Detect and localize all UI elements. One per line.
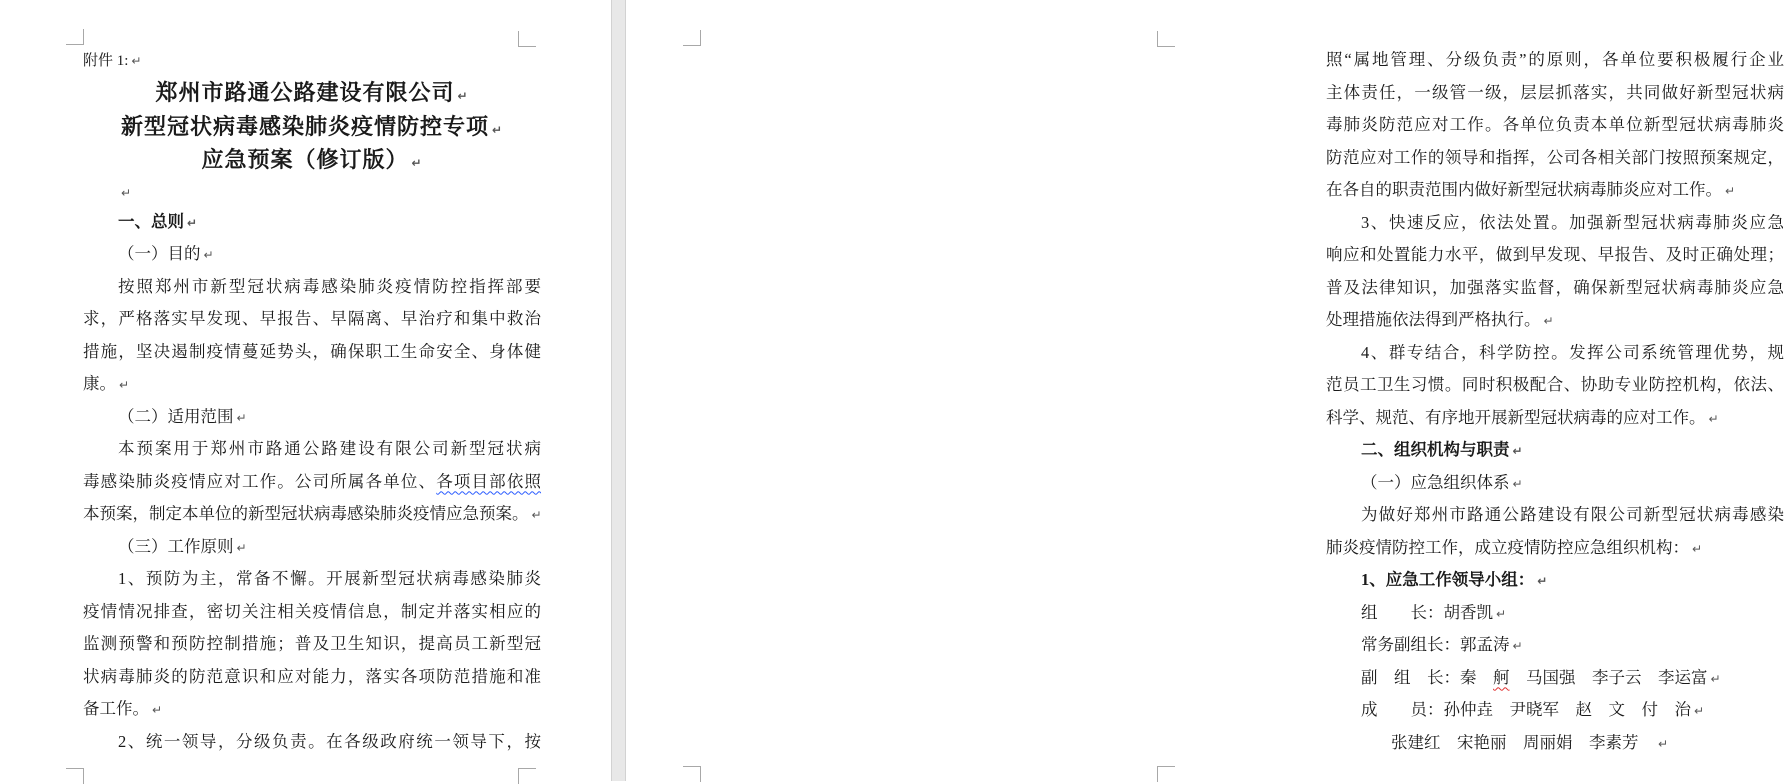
text-run[interactable]: 普及法律知识，加强落实监督，确保新型冠状病毒肺炎应急	[1326, 277, 1784, 297]
paragraph-mark-icon: ↵	[203, 248, 214, 262]
margin-crop-mark	[683, 766, 701, 782]
document-line[interactable]	[83, 401, 541, 434]
paragraph-mark-icon: ↵	[1512, 444, 1523, 458]
text-run[interactable]: 常务副组长：郭孟涛	[1361, 635, 1510, 654]
text-run[interactable]: 防范应对工作的领导和指挥，公司各相关部门按照预案规定，	[1326, 147, 1784, 167]
text-run[interactable]: 一、总则	[118, 211, 184, 231]
text-run[interactable]: 二、组织机构与职责	[1361, 440, 1510, 459]
text-run[interactable]: 康。	[83, 374, 116, 393]
text-run[interactable]: 处理措施依法得到严格执行。	[1326, 310, 1541, 329]
document-line[interactable]	[83, 238, 541, 271]
text-run[interactable]: 主体责任，一级管一级，层层抓落实，共同做好新型冠状病	[1326, 82, 1784, 102]
document-line[interactable]	[83, 143, 541, 177]
page-2-text-area[interactable]	[1326, 44, 1784, 759]
text-run[interactable]: 郑州市路通公路建设有限公司	[155, 80, 455, 105]
paragraph-mark-icon: ↵	[1496, 606, 1507, 621]
document-line[interactable]	[83, 531, 541, 564]
page-divider	[611, 0, 626, 781]
text-run[interactable]: 状病毒肺炎的防范意识和应对能力，落实各项防范措施和准	[83, 666, 541, 686]
document-line[interactable]	[83, 271, 541, 304]
document-line[interactable]	[1326, 629, 1784, 662]
paragraph-mark-icon: ↵	[1543, 314, 1554, 328]
text-run[interactable]: 成 员：孙仲垚 尹晓军 赵 文 付 治	[1361, 700, 1691, 719]
text-run[interactable]: 本预案用于郑州市路通公路建设有限公司新型冠状病	[118, 439, 541, 458]
margin-crop-mark	[66, 29, 84, 45]
text-run[interactable]: 监测预警和预防控制措施；普及卫生知识，提高员工新型冠	[83, 634, 541, 653]
margin-crop-mark	[518, 768, 536, 784]
text-run[interactable]: 措施，坚决遏制疫情蔓延势头，确保职工生命安全、身体健	[83, 341, 541, 361]
text-run[interactable]: 毒感染肺炎疫情应对工作。公司所属各单位、	[83, 471, 437, 491]
document-line[interactable]	[1326, 174, 1784, 207]
paragraph-mark-icon: ↵	[131, 54, 142, 68]
text-run[interactable]: 范员工卫生习惯。同时积极配合、协助专业防控机构，依法、	[1326, 375, 1784, 394]
text-run[interactable]: 组 长：胡香凯	[1361, 602, 1493, 622]
text-run[interactable]: 照“属地管理、分级负责”的原则，各单位要积极履行企业	[1326, 50, 1784, 69]
document-line[interactable]	[1326, 402, 1784, 435]
document-line[interactable]	[83, 177, 541, 206]
paragraph-mark-icon: ↵	[457, 89, 469, 103]
document-line[interactable]	[83, 368, 541, 401]
document-line[interactable]	[1326, 142, 1784, 175]
text-run[interactable]: 4、群专结合，科学防控。发挥公司系统管理优势，规	[1361, 342, 1784, 362]
document-line[interactable]	[83, 596, 541, 629]
text-run[interactable]: 马国强 李子云 李运富	[1509, 667, 1708, 687]
document-page-2[interactable]	[626, 0, 1784, 781]
text-run[interactable]: 科学、规范、有序地开展新型冠状病毒的应对工作。	[1326, 407, 1706, 427]
text-run[interactable]: 求，严格落实早发现、早报告、早隔离、早治疗和集中救治	[83, 309, 541, 328]
text-run[interactable]: 1、预防为主，常备不懈。开展新型冠状病毒感染肺炎	[118, 569, 541, 588]
document-line[interactable]	[1326, 304, 1784, 337]
document-line[interactable]	[83, 498, 541, 531]
paragraph-mark-icon: ↵	[1537, 574, 1548, 588]
paragraph-mark-icon: ↵	[1710, 671, 1721, 686]
spellcheck-underline-red[interactable]: 舸	[1493, 667, 1510, 687]
document-line[interactable]	[1326, 727, 1784, 760]
text-run[interactable]: 应急预案（修订版）	[201, 147, 409, 172]
document-line[interactable]	[1326, 369, 1784, 402]
text-run[interactable]: 响应和处置能力水平，做到早发现、早报告、及时正确处理；	[1326, 245, 1784, 264]
document-line[interactable]	[1326, 239, 1784, 272]
document-line[interactable]	[1326, 109, 1784, 142]
margin-crop-mark	[1157, 31, 1175, 47]
document-line[interactable]	[83, 76, 541, 110]
page-1-text-area[interactable]	[83, 46, 541, 758]
text-run[interactable]: 新型冠状病毒感染肺炎疫情防控专项	[120, 113, 489, 139]
text-run[interactable]: （一）目的	[118, 244, 201, 263]
text-run[interactable]: 肺炎疫情防控工作，成立疫情防控应急组织机构：	[1326, 537, 1689, 557]
text-run[interactable]: 疫情情况排查，密切关注相关疫情信息，制定并落实相应的	[83, 601, 541, 621]
document-line[interactable]	[1326, 532, 1784, 565]
paragraph-mark-icon: ↵	[491, 122, 504, 137]
text-run[interactable]: （一）应急组织体系	[1361, 472, 1510, 492]
document-line[interactable]	[1326, 44, 1784, 77]
document-line[interactable]	[83, 628, 541, 661]
document-line[interactable]	[83, 563, 541, 596]
text-run[interactable]: 副 组 长：秦	[1361, 667, 1493, 687]
text-run[interactable]: 附件 1:	[83, 53, 129, 69]
paragraph-mark-icon: ↵	[187, 215, 198, 230]
paragraph-mark-icon: ↵	[1512, 476, 1523, 491]
paragraph-mark-icon: ↵	[236, 540, 247, 555]
document-line[interactable]	[83, 693, 541, 726]
text-run[interactable]: 本预案，制定本单位的新型冠状病毒感染肺炎疫情应急预案。	[83, 504, 529, 523]
document-page-1[interactable]	[0, 0, 611, 781]
paragraph-mark-icon: ↵	[1694, 704, 1705, 718]
document-line[interactable]	[83, 726, 541, 759]
document-line[interactable]	[1326, 434, 1784, 467]
paragraph-mark-icon: ↵	[1658, 736, 1669, 751]
document-line[interactable]	[1326, 337, 1784, 370]
text-run[interactable]: 在各自的职责范围内做好新型冠状病毒肺炎应对工作。	[1326, 180, 1722, 199]
margin-crop-mark	[66, 768, 84, 784]
text-run[interactable]: 3、快速反应，依法处置。加强新型冠状病毒肺炎应急	[1361, 212, 1784, 232]
document-line[interactable]	[1326, 499, 1784, 532]
text-run[interactable]: 备工作。	[83, 699, 149, 718]
paragraph-mark-icon: ↵	[411, 156, 423, 170]
paragraph-mark-icon: ↵	[152, 703, 163, 717]
document-line[interactable]	[1326, 662, 1784, 695]
text-run[interactable]: 1、应急工作领导小组：	[1361, 570, 1535, 589]
document-line[interactable]	[1326, 564, 1784, 597]
document-line[interactable]	[83, 661, 541, 694]
text-run[interactable]: 按照郑州市新型冠状病毒感染肺炎疫情防控指挥部要	[118, 276, 541, 296]
paragraph-mark-icon: ↵	[1725, 184, 1736, 198]
text-run[interactable]: 张建红 宋艳丽 周丽娟 李素芳	[1391, 732, 1655, 752]
paragraph-mark-icon: ↵	[1692, 541, 1703, 556]
document-line[interactable]	[1326, 597, 1784, 630]
paragraph-mark-icon: ↵	[121, 185, 132, 200]
text-run[interactable]: （三）工作原则	[118, 536, 234, 556]
document-line[interactable]	[1326, 272, 1784, 305]
margin-crop-mark	[683, 30, 701, 46]
document-line[interactable]	[83, 303, 541, 336]
text-run[interactable]: 为做好郑州市路通公路建设有限公司新型冠状病毒感染	[1361, 505, 1784, 524]
text-run[interactable]: 毒肺炎防范应对工作。各单位负责本单位新型冠状病毒肺炎	[1326, 115, 1784, 134]
document-line[interactable]	[83, 466, 541, 499]
document-line[interactable]	[83, 336, 541, 369]
paragraph-mark-icon: ↵	[531, 508, 542, 522]
document-line[interactable]	[83, 110, 541, 144]
document-line[interactable]	[83, 433, 541, 466]
text-run[interactable]: （二）适用范围	[118, 406, 234, 426]
margin-crop-mark	[518, 31, 536, 47]
spellcheck-underline-blue[interactable]: 各项目部依照	[436, 471, 542, 491]
paragraph-mark-icon: ↵	[236, 410, 247, 425]
paragraph-mark-icon: ↵	[119, 378, 130, 392]
margin-crop-mark	[1157, 766, 1175, 782]
document-line[interactable]	[83, 206, 541, 239]
document-line[interactable]	[83, 46, 541, 76]
document-line[interactable]	[1326, 467, 1784, 500]
paragraph-mark-icon: ↵	[1708, 411, 1719, 426]
document-line[interactable]	[1326, 694, 1784, 727]
document-line[interactable]	[1326, 77, 1784, 110]
paragraph-mark-icon: ↵	[1512, 639, 1523, 653]
text-run[interactable]: 2、统一领导，分级负责。在各级政府统一领导下，按	[118, 731, 541, 751]
document-line[interactable]	[1326, 207, 1784, 240]
